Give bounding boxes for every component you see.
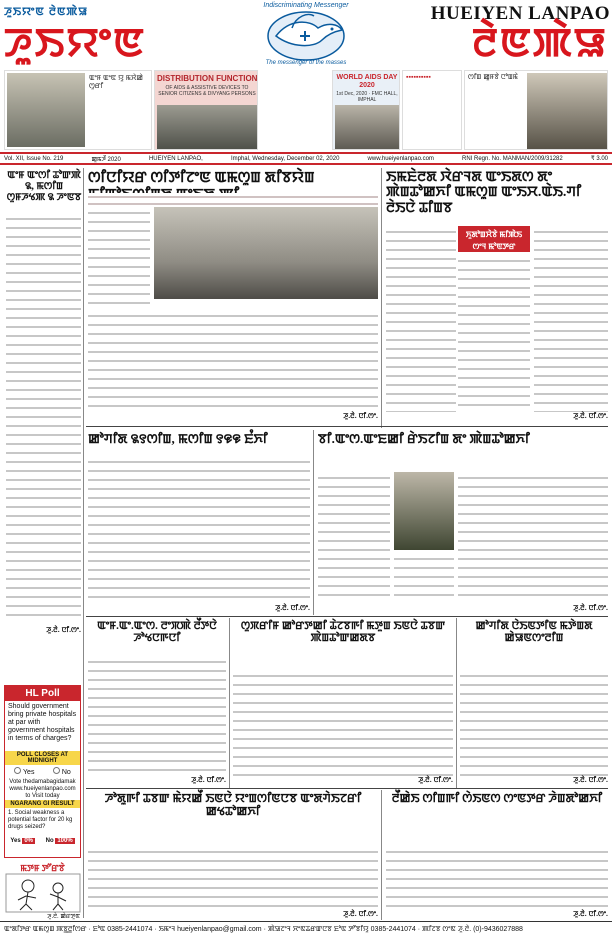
teaser-2[interactable] (154, 70, 258, 150)
masthead-tagline-top: Indiscriminating Messenger (263, 2, 349, 9)
article-3-byline: ꯍꯨ.ꯂꯥ. ꯅꯤ.ꯁꯦ. (275, 605, 310, 612)
poll-result-question: 1. Social weakness a potential factor for 20 kg drugs seized? (8, 810, 73, 830)
article-2-headline[interactable]: ꯏꯃꯐꯥꯂꯗ ꯋꯥꯔꯜꯗ ꯑꯦꯏꯗꯁ ꯗꯦ ꯄꯥꯡꯊꯣꯀꯈꯤ ꯑꯃꯁꯨꯡ ꯑꯦꯏꯆ.ꯑꯥꯏ.ꯚꯤ ꯂꯥꯏꯅꯥ ꯊꯤꯡꯕ (386, 170, 582, 216)
article-5-body (88, 656, 226, 776)
masthead-tagline-bottom: The messenger of the masses (265, 60, 347, 66)
article-4-headline[interactable]: ꯕꯤ.ꯑꯦꯁ.ꯑꯦꯐꯀꯤ ꯔꯥꯏꯖꯤꯡ ꯗꯦ ꯄꯥꯡꯊꯣꯀꯈꯤ (318, 431, 530, 446)
website-link[interactable]: www.hueiyenlanpao.com (367, 155, 434, 162)
issue-info-bar (0, 152, 612, 165)
sidebar-story-body (6, 213, 81, 623)
teaser-2-photo (157, 105, 257, 149)
teaser-3-sub: 1st Dec, 2020 · FMC HALL, IMPHAL (336, 91, 398, 103)
poll-result-no: No 100% (45, 838, 73, 844)
masthead-title-left: ꯍꯨꯏꯌꯦꯟ (4, 20, 146, 65)
article-9-byline: ꯍꯨ.ꯂꯥ. ꯅꯤ.ꯁꯦ. (573, 911, 608, 918)
teaser-3-photo (335, 105, 399, 149)
article-5-byline: ꯍꯨ.ꯂꯥ. ꯅꯤ.ꯁꯦ. (191, 777, 226, 784)
section-divider (86, 788, 608, 789)
poll-option-yes[interactable]: Yes (14, 767, 34, 776)
column-rule (83, 168, 84, 918)
article-6-headline[interactable]: ꯁꯨꯞꯔꯤꯝ ꯀꯣꯔꯇꯀꯤ ꯊꯥꯖꯕꯒꯤ ꯃꯇꯨꯡ ꯏꯟꯅꯥ ꯊꯕꯛ ꯄꯥꯡꯊꯣꯛꯀꯗꯕ (240, 620, 446, 645)
poll-title: HL Poll (5, 686, 80, 701)
article-8-body (88, 846, 378, 908)
article-1-subhead (88, 193, 378, 205)
teaser-3-text: ▪▪▪▪▪▪▪▪▪▪ (406, 74, 431, 81)
poll-closing: POLL CLOSES AT MIDNIGHT (5, 751, 80, 765)
article-4-photo (394, 472, 454, 550)
article-1-headline[interactable]: ꯁꯤꯅꯤꯌꯔ ꯁꯤꯇꯤꯖꯦꯟ ꯑꯃꯁꯨꯡ ꯗꯤꯕꯌꯥꯡ (88, 170, 315, 186)
article-9-headline[interactable]: ꯂꯩꯀꯥꯏ ꯁꯤꯡꯒꯤ ꯁꯥꯏꯟꯁ ꯁꯦꯟꯇꯔ ꯍꯥꯡꯗꯣꯀꯈꯤ (391, 791, 603, 805)
article-4-body-b (394, 553, 454, 602)
cartoon-drawing-icon (6, 874, 80, 912)
masthead-english-title: HUEIYEN LANPAO (430, 3, 610, 24)
column-rule (229, 618, 230, 788)
article-3-headline[interactable]: ꯀꯣꯚꯤꯗ ꯲꯱ꯁꯤꯡ, ꯃꯁꯤꯡ ꯱꯶꯶ ꯐꯪꯈꯤ (88, 431, 268, 446)
section-divider (86, 616, 608, 617)
teaser-1-text: ꯑꯦꯝ ꯑꯦꯟ ꯌꯨ ꯃꯆꯥꯀꯥ ꯁꯨꯔꯤ (89, 75, 143, 90)
publication-name: HUEIYEN LANPAO, (148, 155, 203, 162)
teaser-3-text-col[interactable] (402, 70, 462, 150)
article-1-body-a (88, 207, 150, 307)
article-9-body (386, 846, 608, 908)
price: ₹ 3.00 (590, 156, 608, 162)
article-3-body (88, 456, 310, 602)
teaser-4-photo (527, 73, 607, 149)
teaser-1[interactable] (4, 70, 152, 150)
poll-result-label: NGARANG GI RESULT (5, 800, 80, 808)
article-5-headline[interactable]: ꯑꯦꯝ.ꯑꯦ.ꯑꯦꯁ. ꯂꯦꯞꯄꯥ ꯂꯩꯇꯅꯥ ꯍꯣꯠꯅꯒꯅꯤ (97, 620, 217, 645)
teaser-4-text: ꯁꯤꯡ ꯀꯨꯝꯕꯥ ꯅꯣꯡꯃꯥ (468, 74, 519, 81)
teaser-2-sub: OF AIDS & ASSISTIVE DEVICES TO SENIOR CITIZENS & DIVYANG PERSONS (158, 85, 256, 97)
article-8-headline[interactable]: ꯍꯣꯗꯨꯒꯤ ꯊꯕꯛ ꯃꯥꯌꯀꯩ ꯏꯟꯅꯥ ꯌꯦꯡꯁꯤꯟꯅꯕ ꯑꯦꯗꯚꯥꯏꯖꯔꯤ ꯀꯠꯊꯣꯀꯈꯤ (104, 791, 362, 819)
poll-radio-no[interactable] (53, 767, 60, 774)
poll-vote-text[interactable]: Vote thedamabagidamak www.hueiyenlanpao.com to Visit today (9, 779, 76, 799)
article-1-photo (154, 207, 378, 299)
column-rule (381, 790, 382, 920)
article-7-headline[interactable]: ꯀꯣꯚꯤꯗ ꯅꯥꯏꯟꯇꯤꯟ ꯃꯇꯥꯡꯗ ꯀꯥꯎꯟꯁꯦꯂꯤꯡ (475, 620, 593, 645)
place-and-date: Imphal, Wednesday, December 02, 2020 (230, 155, 340, 162)
article-4-body-a (318, 472, 390, 602)
column-rule (313, 430, 314, 615)
teaser-1-photo (7, 73, 85, 147)
column-rule (381, 168, 382, 428)
sidebar-story-title[interactable]: ꯑꯦꯝ ꯑꯦꯁꯤ ꯊꯣꯛꯄꯥ ꯲, ꯃꯁꯤꯡ ꯁꯨꯝꯍꯠꯄ ꯲ ꯍꯦꯟꯕ (6, 170, 82, 203)
article-7-body (460, 670, 608, 776)
poll-radio-yes[interactable] (14, 767, 21, 774)
article-2-highlight-box: ꯈꯨꯗꯣꯡꯆꯥꯕꯥ ꯃꯤꯄꯥꯏ ꯁꯦꯜ ꯃꯣꯟꯇꯔ (458, 226, 530, 252)
footer-imprint: ꯑꯦꯗꯤꯇꯔ ꯑꯃꯁꯨꯡ ꯄꯕ꯭ꯂꯤꯁꯔ · ꯐꯣꯟ 0385-2441074 · ꯏꯃꯦꯜ hueiyenlanpao@gmail.com · ꯄꯥꯎꯖꯦꯜ ꯆꯦꯟꯊꯔꯛꯅꯕ ꯐꯣꯟ ꯇꯧꯕꯤꯌꯨ 0385-2441074 · ꯄꯤꯖꯕ ꯁꯦꯟ ꯍꯨ.ꯂꯥ. (0)-9436027888 (0, 921, 612, 937)
registration-number: RNI Regn. No. MANMAN/2009/31282 (462, 155, 563, 162)
poll-result-yes: Yes 0% (10, 838, 34, 844)
masthead-title-right: ꯂꯥꯟꯄꯥꯎ (472, 20, 608, 65)
volume-info: Vol. XII, Issue No. 219 (4, 155, 64, 162)
article-4-byline: ꯍꯨ.ꯂꯥ. ꯅꯤ.ꯁꯦ. (573, 605, 608, 612)
poll-option-no[interactable]: No (53, 767, 71, 776)
masthead-mini-title: ꯍꯨꯏꯌꯦꯟ ꯂꯥꯟꯄꯥꯎ (4, 6, 89, 18)
teaser-3-banner: WORLD AIDS DAY 2020 (336, 74, 398, 89)
article-1-byline: ꯍꯨ.ꯂꯥ. ꯅꯤ.ꯁꯦ. (343, 413, 378, 420)
poll-result-yes-pct: 0% (24, 838, 34, 844)
dove-logo-icon (262, 2, 350, 64)
sidebar-story-byline: ꯍꯨ.ꯂꯥ. ꯅꯤ.ꯁꯦ. (46, 627, 81, 634)
column-rule (456, 618, 457, 788)
article-2-body-a (386, 226, 456, 412)
article-2-body-b (458, 255, 530, 412)
cartoon-caption: ꯍꯨ.ꯂꯥ. ꯀꯥꯔꯇꯨꯟ (47, 914, 80, 920)
article-7-byline: ꯍꯨ.ꯂꯥ. ꯅꯤ.ꯁꯦ. (573, 777, 608, 784)
teaser-2-banner: DISTRIBUTION FUNCTION (157, 74, 258, 83)
article-4-body-c (458, 472, 608, 602)
section-divider (86, 426, 608, 427)
teaser-3[interactable] (332, 70, 400, 150)
poll-result-no-pct: 100% (57, 838, 73, 844)
article-6-byline: ꯍꯨ.ꯂꯥ. ꯅꯤ.ꯁꯦ. (418, 777, 453, 784)
article-2-byline: ꯍꯨ.ꯂꯥ. ꯅꯤ.ꯁꯦ. (573, 413, 608, 420)
cartoon-title: ꯃꯇꯝ ꯇꯧꯔꯕꯥ (20, 863, 65, 873)
hl-poll-box (4, 685, 81, 858)
local-date: ꯀꯨꯃꯍꯩ 2020 (91, 156, 121, 163)
teaser-4[interactable] (464, 70, 608, 150)
article-6-body (233, 670, 453, 776)
article-2-body-c (534, 226, 608, 412)
poll-question: Should government bring private hospitals at par with government hospitals in terms of charges? (8, 703, 77, 742)
article-8-byline: ꯍꯨ.ꯂꯥ. ꯅꯤ.ꯁꯦ. (343, 911, 378, 918)
article-1-body-b (88, 310, 378, 412)
